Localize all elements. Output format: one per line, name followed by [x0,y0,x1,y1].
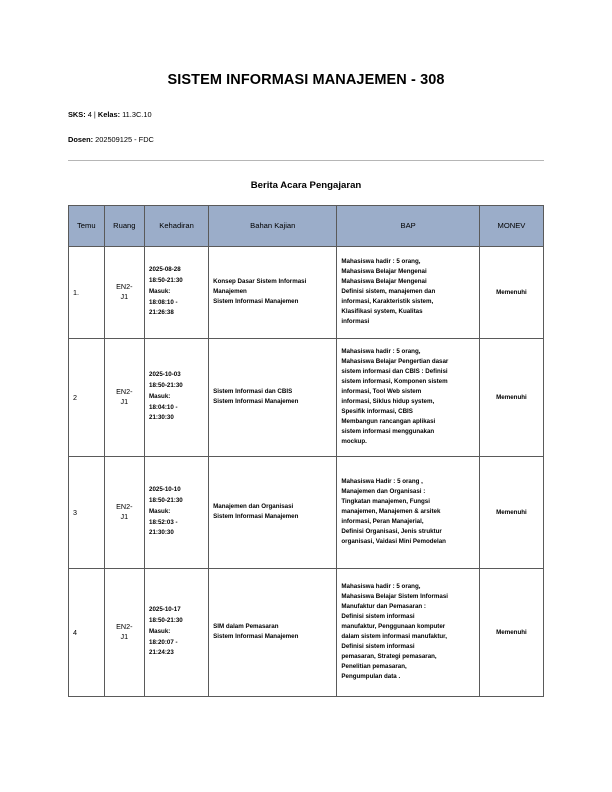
bap-line: pemasaran, Strategi pemasaran, [341,653,437,661]
kajian-line: Konsep Dasar Sistem Informasi [213,278,307,286]
column-header-ruang: Ruang [104,205,144,246]
meta-separator: | [93,110,98,120]
cell-bap [337,568,480,696]
ruang-line: EN2- [116,501,133,511]
dosen-value: 202509125 - FDC [93,135,154,145]
cell-bahan-kajian [209,338,337,456]
table-row [69,246,544,338]
kelas-value: 11.3C.10 [120,110,152,120]
column-header-bahan-kajian: Bahan Kajian [209,205,337,246]
bap-line: manufaktur, Penggunaan komputer [341,623,446,631]
ruang-line: J1 [120,632,129,642]
ruang-line: J1 [120,512,129,522]
ruang-line: J1 [120,292,129,302]
bap-line: Definisi sistem, manajemen dan [341,288,436,296]
cell-temu: 4 [69,568,105,696]
cell-kehadiran [145,568,209,696]
kehadiran-masuk-selesai: 21:24:23 [149,649,174,657]
dosen-label: Dosen: [68,135,94,145]
bap-line: informasi [341,318,370,326]
bap-line: manajemen, Manajemen & arsitek [341,508,441,516]
kehadiran-tanggal: 2025-10-10 [149,486,181,494]
bap-line: mockup. [341,438,367,446]
cell-bahan-kajian [209,456,337,568]
bap-line: Mahasiswa Belajar Pengertian dasar [341,357,449,365]
kehadiran-jadwal: 18:50-21:30 [149,276,183,284]
sks-value: 4 [85,110,94,120]
bap-line: Pengumpulan data . [341,673,401,681]
kehadiran-jadwal: 18:50-21:30 [149,496,183,504]
column-header-monev: MONEV [479,205,543,246]
cell-kehadiran [145,338,209,456]
cell-temu: 1. [69,246,105,338]
kehadiran-masuk-label: Masuk: [149,627,171,635]
bap-line: Mahasiswa hadir : 5 orang, [341,347,421,355]
bap-line: informasi, Karakteristik sistem, [341,298,434,306]
kehadiran-masuk-mulai: 18:04:10 - [149,403,178,411]
cell-kehadiran [145,246,209,338]
section-title: Berita Acara Pengajaran [250,179,362,191]
kehadiran-masuk-mulai: 18:08:10 - [149,298,178,306]
bap-line: Tingkatan manajemen, Fungsi [341,498,430,506]
kehadiran-masuk-mulai: 18:52:03 - [149,518,178,526]
kajian-line: Manajemen [213,288,247,296]
course-metadata [68,110,544,144]
cell-bap [337,338,480,456]
kehadiran-masuk-selesai: 21:26:38 [149,309,174,317]
table-row [69,456,544,568]
cell-monev: Memenuhi [479,456,543,568]
kehadiran-masuk-selesai: 21:30:30 [149,529,174,537]
cell-bap [337,246,480,338]
ruang-line: EN2- [116,386,133,396]
sks-label: SKS: [68,110,86,120]
kajian-line: Sistem Informasi dan CBIS [213,388,293,396]
column-header-temu: Temu [69,205,105,246]
cell-kehadiran [145,456,209,568]
kajian-line: Manajemen dan Organisasi [213,503,294,511]
bap-line: sistem informasi, Komponen sistem [341,378,448,386]
kehadiran-tanggal: 2025-10-17 [149,606,181,614]
kehadiran-jadwal: 18:50-21:30 [149,616,183,624]
cell-ruang [104,338,144,456]
cell-temu: 3 [69,456,105,568]
ruang-line: J1 [120,397,129,407]
column-header-bap: BAP [337,205,480,246]
bap-line: Membangun rancangan aplikasi [341,418,436,426]
meta-line-dosen [68,135,544,145]
bap-line: Mahasiswa hadir : 5 orang, [341,257,421,265]
meta-line-sks-kelas [68,110,544,120]
cell-bap [337,456,480,568]
bap-line: Manajemen dan Organisasi : [341,488,426,496]
bap-line: informasi, Siklus hidup system, [341,398,435,406]
table-header [69,205,544,246]
cell-bahan-kajian [209,568,337,696]
bap-line: informasi, Peran Manajerial, [341,518,424,526]
kehadiran-tanggal: 2025-10-03 [149,371,181,379]
bap-line: Spesifik informasi, CBIS [341,408,413,416]
bap-line: Mahasiswa hadir : 5 orang, [341,582,421,590]
kajian-line: Sistem Informasi Manajemen [213,633,299,641]
bap-line: Mahasiswa Belajar Mengenai [341,278,427,286]
bap-line: sistem informasi dan CBIS : Definisi [341,368,448,375]
bap-line: Mahasiswa Belajar Mengenai [341,268,427,276]
page-title: SISTEM INFORMASI MANAJEMEN - 308 [167,72,445,88]
kehadiran-tanggal: 2025-08-28 [149,266,181,274]
table-row [69,338,544,456]
bap-line: Manufaktur dan Pemasaran : [341,603,426,610]
berita-acara-table [68,205,544,697]
table-row [69,568,544,696]
kehadiran-masuk-label: Masuk: [149,507,171,515]
column-header-kehadiran: Kehadiran [145,205,209,246]
bap-line: informasi, Tool Web sistem [341,388,422,396]
cell-ruang [104,456,144,568]
cell-ruang [104,246,144,338]
cell-monev: Memenuhi [479,338,543,456]
kehadiran-masuk-label: Masuk: [149,392,171,400]
bap-line: dalam sistem informasi manufaktur, [341,633,447,641]
kelas-label: Kelas: [97,110,121,120]
bap-line: organisasi, Vaidasi Mini Pemodelan [341,538,446,546]
bap-line: Mahasiswa Hadir : 5 orang , [341,477,423,485]
ruang-line: EN2- [116,281,133,291]
bap-line: Definisi sistem informasi [341,643,415,651]
cell-temu: 2 [69,338,105,456]
table-body [69,246,544,696]
cell-bahan-kajian [209,246,337,338]
bap-line: Definisi sistem informasi [341,613,415,621]
bap-line: Klasifikasi system, Kualitas [341,308,423,316]
bap-line: Penelitian pemasaran, [341,663,407,671]
kehadiran-jadwal: 18:50-21:30 [149,381,183,389]
bap-line: Mahasiswa Belajar Sistem Informasi [341,592,448,600]
kajian-line: Sistem Informasi Manajemen [213,398,299,406]
kehadiran-masuk-label: Masuk: [149,287,171,295]
cell-ruang [104,568,144,696]
cell-monev: Memenuhi [479,246,543,338]
kehadiran-masuk-selesai: 21:30:30 [149,414,174,422]
kajian-line: SIM dalam Pemasaran [213,623,279,631]
bap-line: sistem informasi menggunakan [341,428,435,436]
kajian-line: Sistem Informasi Manajemen [213,298,299,306]
cell-monev: Memenuhi [479,568,543,696]
kehadiran-masuk-mulai: 18:20:07 - [149,638,178,646]
ruang-line: EN2- [116,621,133,631]
header-divider [68,160,544,161]
bap-line: Definisi Organisasi, Jenis struktur [341,528,442,536]
kajian-line: Sistem Informasi Manajemen [213,513,299,521]
table-header-row [69,205,544,246]
